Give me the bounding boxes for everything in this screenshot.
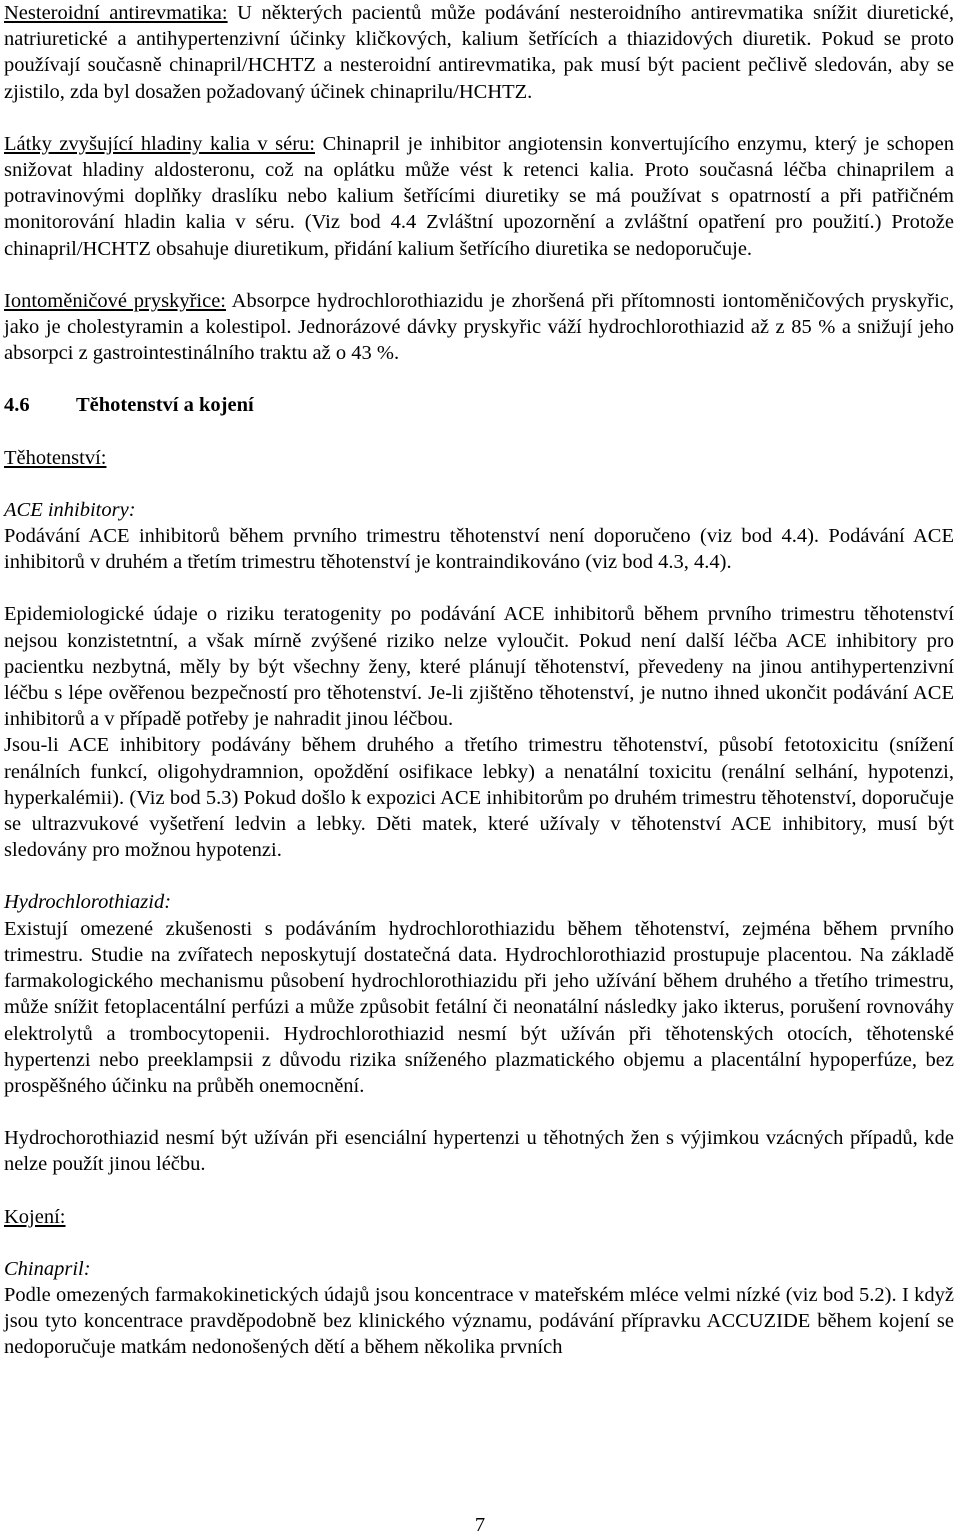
paragraph-spacer (4, 1230, 954, 1256)
paragraph (4, 1125, 954, 1177)
paragraph-spacer (4, 575, 954, 601)
paragraph (4, 0, 954, 105)
paragraph-text: Existují omezené zkušenosti s podáváním hydrochlorothiazidu během těhotenství, zejména během prvního trimestru. Studie na zvířatech neposkytují dostatečná data. Hydrochlorothiazid prostupuje placentou. Na základě farmakologického mechanismu působení hydrochlorothiazidu při jeho užívání během druhého a třetího trimestru, může snížit fetoplacentální perfúzi a může způsobit fetální či neonatální následky jako ikterus, porušení rovnováhy elektrolytů a trombocytopenii. Hydrochlorothiazid nesmí být užíván při těhotenských otocích, těhotenské hypertenzi nebo preeklampsii z důvodu rizika sníženého plazmatického objemu a placentální hypoperfúze, bez prospěšného účinku na průběh onemocnění. (4, 917, 954, 1097)
underlined-label: Látky zvyšující hladiny kalia v séru: (4, 132, 316, 155)
italic-label: Hydrochlorothiazid: (4, 891, 172, 914)
paragraph (4, 523, 954, 575)
section-title: Těhotenství a kojení (76, 394, 254, 417)
paragraph-text: Hydrochorothiazid nesmí být užíván při esenciální hypertenzi u těhotných žen s výjimkou vzácných případů, kde nelze použít jinou léčbu. (4, 1127, 954, 1176)
paragraph-spacer (4, 1178, 954, 1204)
italic-label: Chinapril: (4, 1257, 91, 1280)
paragraph (4, 1204, 954, 1230)
italic-label: ACE inhibitory: (4, 498, 136, 521)
underlined-label: Iontoměničové pryskyřice: (4, 289, 226, 312)
paragraph-spacer (4, 262, 954, 288)
paragraph-text: Epidemiologické údaje o riziku teratogenity po podávání ACE inhibitorů během prvního trimestru těhotenství nejsou konzistetntní, a však mírně zvýšené riziko nelze vyloučit. Pokud není další léčba ACE inhibitory pro pacientku nezbytná, měly by být všechny ženy, které plánují těhotenství, převedeny na jinou antihypertenzivní léčbu s lépe ověřenou bezpečností pro těhotenství. Je-li zjištěno těhotenství, je nutno ihned ukončit podávání ACE inhibitorů a v případě potřeby je nahradit jinou léčbou. (4, 603, 954, 731)
paragraph-text: Podle omezených farmakokinetických údajů jsou koncentrace v mateřském mléce velmi nízké (viz bod 5.2). I když jsou tyto koncentrace pravděpodobně bez klinického významu, podávání přípravku ACCUZIDE během kojení se nedoporučuje matkám nedonošených dětí a během několika prvních (4, 1283, 954, 1359)
section-number: 4.6 (4, 394, 30, 417)
paragraph (4, 497, 954, 523)
paragraph-text: Jsou-li ACE inhibitory podávány během druhého a třetího trimestru těhotenství, působí fetotoxicitu (snížení renálních funkcí, oligohydramnion, opoždění osifikace lebky) a nenatální toxicitu (renální selhání, hypotenzi, hyperkalémii). (Viz bod 5.3) Pokud došlo k expozici ACE inhibitorům po druhém trimestru těhotenství, doporučuje se ultrazvukové vyšetření ledvin a lebky. Děti matek, které užívaly v těhotenství ACE inhibitory, musí být sledovány pro možnou hypotenzi. (4, 734, 954, 862)
underlined-label: Nesteroidní antirevmatika: (4, 2, 228, 24)
paragraph-text: U některých pacientů může podávání nesteroidního antirevmatika snížit diuretické, natriuretické a antihypertenzivní účinky kličkových, kalium šetřících a thiazidových diuretik. Pokud se proto používají současně chinapril/HCHTZ a nesteroidní antirevmatika, pak musí být pacient pečlivě sledován, aby se zjistilo, zda byl dosažen požadovaný účinek chinaprilu/HCHTZ. (4, 2, 955, 103)
paragraph (4, 288, 954, 367)
paragraph (4, 732, 954, 863)
paragraph-text: Podávání ACE inhibitorů během prvního trimestru těhotenství není doporučeno (viz bod 4.4). Podávání ACE inhibitorů v druhém a třetím trimestru těhotenství je kontraindikováno (viz bod 4.3, 4.4). (4, 525, 954, 574)
underlined-label: Těhotenství: (4, 446, 107, 469)
paragraph-spacer (4, 419, 954, 445)
paragraph-spacer (4, 1099, 954, 1125)
paragraph-spacer (4, 366, 954, 392)
section-heading (4, 392, 954, 418)
paragraph (4, 916, 954, 1099)
paragraph-text: Absorpce hydrochlorothiazidu je zhoršená při přítomnosti iontoměničových pryskyřic, jako je cholestyramin a kolestipol. Jednorázové dávky pryskyřic váží hydrochlorothiazid až z 85 % a snižují jeho absorpci z gastrointestinálního traktu až o 43 %. (4, 289, 954, 365)
paragraph-spacer (4, 863, 954, 889)
paragraph (4, 1256, 954, 1282)
page-number: 7 (474, 1514, 486, 1536)
paragraph (4, 1282, 954, 1361)
paragraph (4, 601, 954, 732)
paragraph (4, 131, 954, 262)
paragraph-spacer (4, 471, 954, 497)
paragraph (4, 889, 954, 915)
paragraph-spacer (4, 105, 954, 131)
paragraph (4, 445, 954, 471)
paragraph-text: Chinapril je inhibitor angiotensin konvertujícího enzymu, který je schopen snižovat hladiny aldosteronu, což na oplátku může vést k retenci kalia. Proto současná léčba chinaprilem a potravinovými doplňky draslíku nebo kalium šetřícími diuretiky se má používat s opatrností a při patřičném monitorování hladin kalia v séru. (Viz bod 4.4 Zvláštní upozornění a zvláštní opatření pro použití.) Protože chinapril/HCHTZ obsahuje diuretikum, přidání kalium šetřícího diuretika se nedoporučuje. (4, 132, 954, 260)
underlined-label: Kojení: (4, 1205, 66, 1228)
